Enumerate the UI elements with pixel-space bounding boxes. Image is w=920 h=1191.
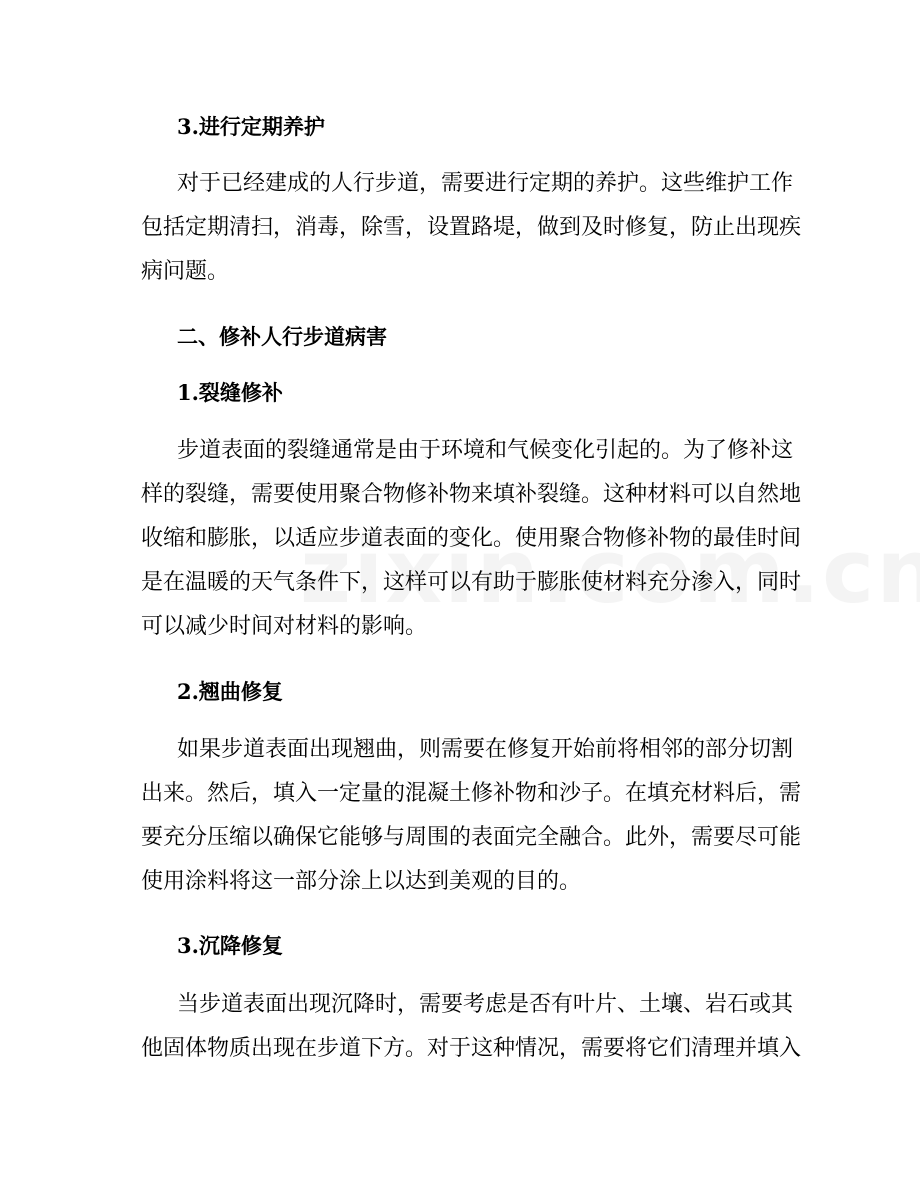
paragraph-line: 出来。然后，填入一定量的混凝土修补物和沙子。在填充材料后，需 [141, 781, 802, 806]
section-heading-settlement-repair: 3.沉降修复 [177, 933, 283, 958]
paragraph-line: 可以减少时间对材料的影响。 [141, 614, 428, 639]
paragraph-line: 要充分压缩以确保它能够与周围的表面完全融合。此外，需要尽可能 [141, 825, 802, 850]
paragraph-line: 病问题。 [141, 259, 230, 284]
section-heading-crack-repair: 1.裂缝修补 [177, 380, 283, 405]
section-heading-maintenance: 3.进行定期养护 [177, 114, 325, 139]
paragraph-line: 他固体物质出现在步道下方。对于这种情况，需要将它们清理并填入 [141, 1036, 802, 1061]
paragraph-line: 当步道表面出现沉降时，需要考虑是否有叶片、土壤、岩石或其 [177, 992, 794, 1017]
paragraph-line: 对于已经建成的人行步道，需要进行定期的养护。这些维护工作 [177, 171, 794, 196]
paragraph-line: 是在温暖的天气条件下，这样可以有助于膨胀使材料充分渗入，同时 [141, 570, 802, 595]
chapter-heading-repair: 二、修补人行步道病害 [177, 324, 387, 349]
section-heading-warp-repair: 2.翘曲修复 [177, 679, 283, 704]
paragraph-line: 步道表面的裂缝通常是由于环境和气候变化引起的。为了修补这 [177, 438, 794, 463]
paragraph-line: 使用涂料将这一部分涂上以达到美观的目的。 [141, 869, 582, 894]
paragraph-line: 收缩和膨胀，以适应步道表面的变化。使用聚合物修补物的最佳时间 [141, 526, 802, 551]
paragraph-line: 如果步道表面出现翘曲，则需要在修复开始前将相邻的部分切割 [177, 737, 794, 762]
paragraph-line: 样的裂缝，需要使用聚合物修补物来填补裂缝。这种材料可以自然地 [141, 482, 802, 507]
paragraph-line: 包括定期清扫，消毒，除雪，设置路堤，做到及时修复，防止出现疾 [141, 215, 802, 240]
